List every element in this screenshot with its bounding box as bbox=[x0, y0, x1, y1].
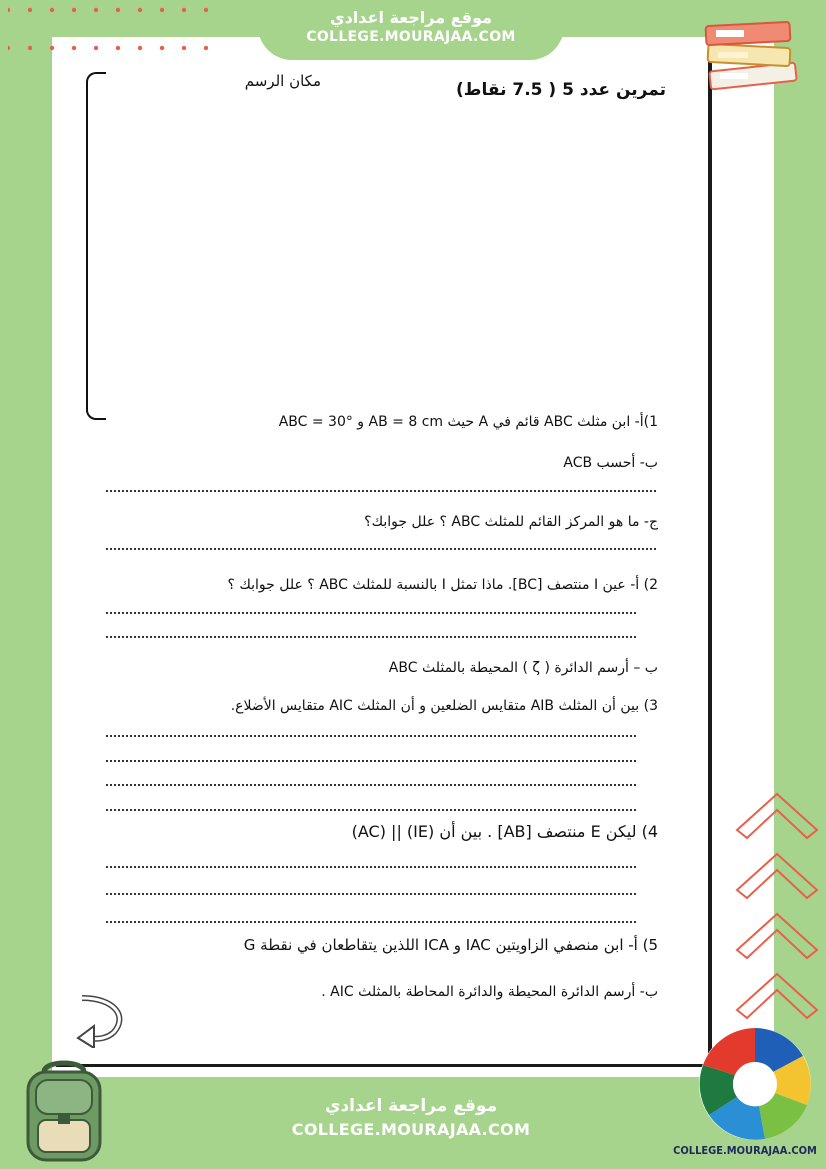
question-1c: ج- ما هو المركز القائم للمثلث ABC ؟ علل جوابك؟ bbox=[364, 514, 658, 530]
subjects-wheel-icon bbox=[695, 1025, 815, 1143]
question-5a: 5) أ- ابن منصفي الزاويتين IAC و ICA اللذين يتقاطعان في نقطة G bbox=[243, 936, 658, 954]
answer-line[interactable] bbox=[106, 866, 636, 868]
answer-line[interactable] bbox=[106, 893, 636, 895]
drawing-area-bracket bbox=[86, 72, 106, 420]
question-3: 3) بين أن المثلث AIB متقايس الضلعين و أن المثلث AIC متقايس الأضلاع. bbox=[230, 698, 658, 714]
bottom-site-name: موقع مراجعة اعدادي bbox=[324, 1096, 498, 1116]
top-site-url[interactable]: COLLEGE.MOURAJAA.COM bbox=[306, 29, 516, 45]
question-4: 4) ليكن E منتصف [AB] . بين أن (IE) || (AC) bbox=[351, 822, 658, 841]
answer-line[interactable] bbox=[106, 921, 636, 923]
site-logo-label[interactable]: COLLEGE.MOURAJAA.COM bbox=[673, 1144, 817, 1157]
chevrons-icon bbox=[735, 790, 820, 1040]
curved-arrow-icon bbox=[74, 990, 130, 1048]
bottom-site-url[interactable]: COLLEGE.MOURAJAA.COM bbox=[291, 1120, 531, 1139]
answer-line[interactable] bbox=[106, 490, 656, 492]
drawing-area-label: مكان الرسم bbox=[244, 72, 321, 90]
books-icon bbox=[700, 12, 810, 94]
answer-line[interactable] bbox=[106, 760, 636, 762]
top-site-name: موقع مراجعة اعدادي bbox=[329, 8, 493, 27]
answer-line[interactable] bbox=[106, 809, 636, 811]
answer-line[interactable] bbox=[106, 735, 636, 737]
worksheet-frame bbox=[56, 47, 712, 1067]
top-site-banner[interactable] bbox=[258, 0, 564, 60]
question-5b: ب- أرسم الدائرة المحيطة والدائرة المحاطة بالمثلث AIC . bbox=[321, 984, 658, 1000]
decorative-dots bbox=[8, 4, 208, 54]
answer-line[interactable] bbox=[106, 636, 636, 638]
answer-line[interactable] bbox=[106, 548, 656, 550]
question-2a: 2) أ- عين I منتصف [BC]. ماذا تمثل I بالنسبة للمثلث ABC ؟ علل جوابك ؟ bbox=[227, 577, 658, 593]
exercise-title: تمرين عدد 5 ( 7.5 نقاط) bbox=[456, 80, 666, 100]
answer-line[interactable] bbox=[106, 612, 636, 614]
answer-line[interactable] bbox=[106, 784, 636, 786]
question-2b: ب – أرسم الدائرة ( ζ ) المحيطة بالمثلث ABC bbox=[388, 660, 658, 676]
question-1a: 1)أ- ابن مثلث ABC قائم في A حيث AB = 8 cm و ABC = 30° bbox=[278, 414, 658, 430]
backpack-icon bbox=[14, 1058, 114, 1166]
question-1b: ب- أحسب ACB bbox=[563, 455, 658, 471]
bottom-site-banner[interactable] bbox=[262, 1080, 560, 1169]
